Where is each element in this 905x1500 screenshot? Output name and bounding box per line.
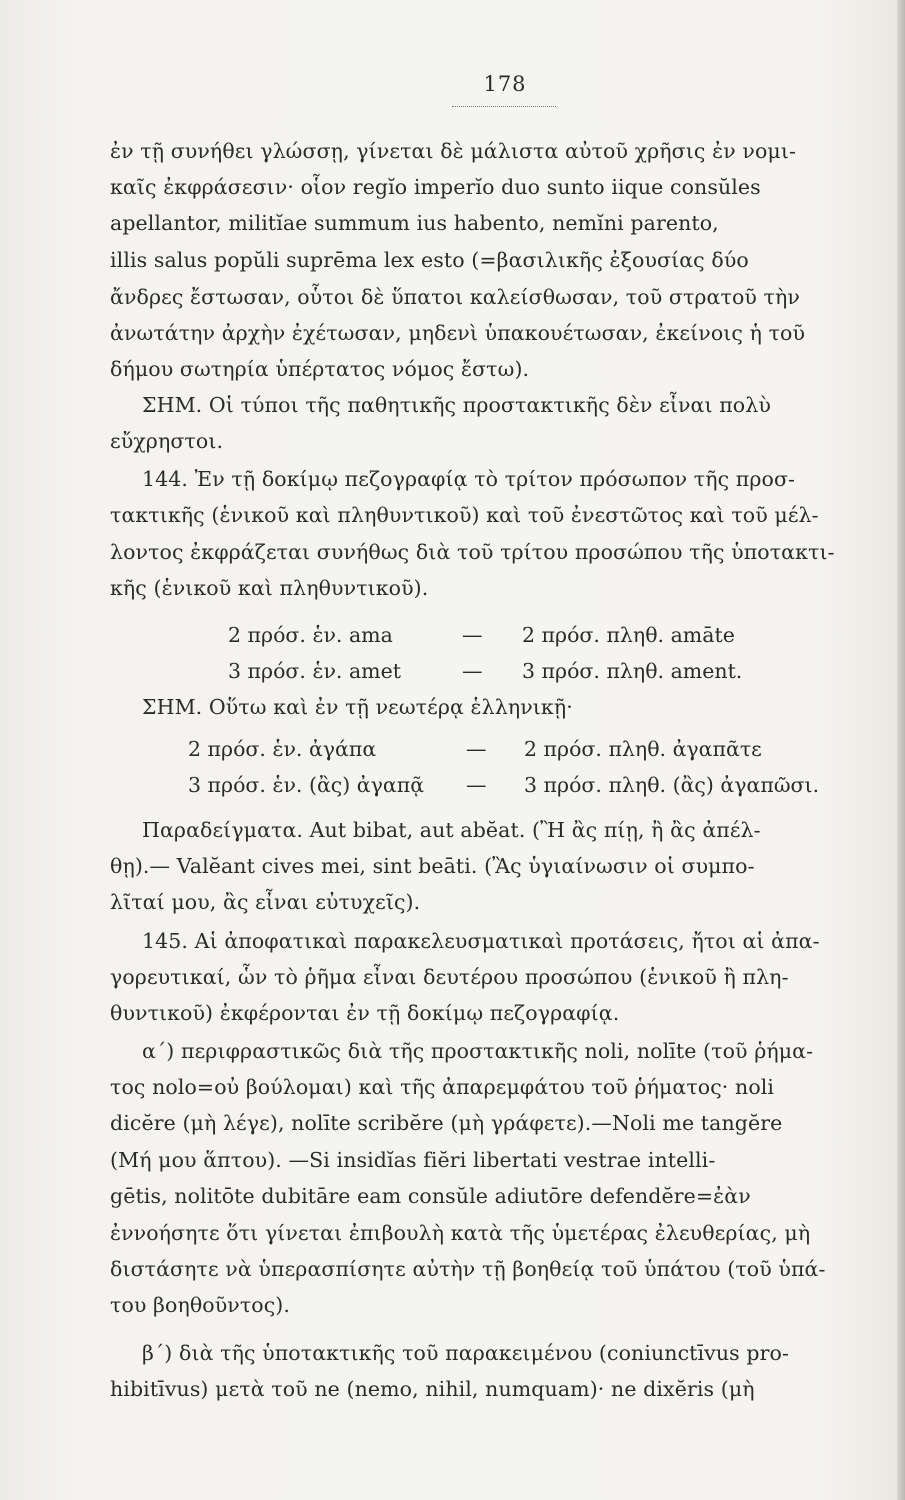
text-line: ἀνωτάτην ἀρχὴν ἐχέτωσαν, μηδενὶ ὑπακουέτωσαν, ἐκείνοις ἡ τοῦ	[110, 321, 806, 345]
text-line: θῃ).— Valĕant cives mei, sint beāti. (Ἂς ὑγιαίνωσιν οἱ συμπο-	[110, 854, 755, 878]
example-right: 3 πρόσ. πληθ. (ἂς) ἀγαπῶσι.	[524, 773, 820, 797]
text-line: gētis, nolitōte dubitāre eam consŭle adiutōre defendĕre=ἐὰν	[110, 1184, 751, 1208]
section-144-start: 144. Ἐν τῇ δοκίμῳ πεζογραφίᾳ τὸ τρίτον πρόσωπον τῆς προσ-	[142, 467, 796, 491]
page-number: 178	[483, 72, 527, 96]
text-line: ΣΗΜ. Οἱ τύποι τῆς παθητικῆς προστακτικῆς δὲν εἶναι πολὺ	[142, 393, 771, 417]
text-line: γορευτικαί, ὧν τὸ ῥῆμα εἶναι δευτέρου προσώπου (ἑνικοῦ ἢ πλη-	[110, 965, 789, 989]
example-left: 2 πρόσ. ἑν. ama	[228, 623, 393, 647]
text-line: apellantor, militĭae summum ius habento, nemĭni parento,	[110, 211, 719, 235]
example-dash: —	[466, 773, 487, 797]
text-line: ΣΗΜ. Οὕτω καὶ ἐν τῇ νεωτέρᾳ ἑλληνικῇ·	[142, 695, 573, 719]
text-line: ἐννοήσητε ὅτι γίνεται ἐπιβουλὴ κατὰ τῆς ὑμετέρας ἐλευθερίας, μὴ	[110, 1221, 811, 1245]
text-line: ἄνδρες ἔστωσαν, οὗτοι δὲ ὕπατοι καλείσθωσαν, τοῦ στρατοῦ τὴν	[110, 285, 800, 309]
example-left: 3 πρόσ. ἑν. amet	[228, 659, 401, 683]
text-line: α΄) περιφραστικῶς διὰ τῆς προστακτικῆς noli, nolīte (τοῦ ῥήμα-	[142, 1039, 814, 1063]
text-line: λοντος ἐκφράζεται συνήθως διὰ τοῦ τρίτου προσώπου τῆς ὑποτακτι-	[110, 540, 835, 564]
text-line: hibitīvus) μετὰ τοῦ ne (nemo, nihil, numquam)· ne dixĕris (μὴ	[110, 1377, 755, 1401]
text-line: καῖς ἐκφράσεσιν· οἷον regĭo imperĭo duo sunto iique consŭles	[110, 175, 761, 199]
example-right: 2 πρόσ. πληθ. ἀγαπᾶτε	[524, 737, 762, 761]
text-line: διστάσητε νὰ ὑπερασπίσητε αὐτὴν τῇ βοηθείᾳ τοῦ ὑπάτου (τοῦ ὑπά-	[110, 1257, 826, 1281]
text-line: τακτικῆς (ἑνικοῦ καὶ πληθυντικοῦ) καὶ τοῦ ἐνεστῶτος καὶ τοῦ μέλ-	[110, 503, 819, 527]
example-right: 3 πρόσ. πληθ. ament.	[522, 659, 743, 683]
text-line: δήμου σωτηρία ὑπέρτατος νόμος ἔστω).	[110, 357, 530, 381]
example-right: 2 πρόσ. πληθ. amāte	[522, 623, 735, 647]
example-dash: —	[466, 737, 487, 761]
example-left: 3 πρόσ. ἑν. (ἂς) ἀγαπᾷ	[188, 773, 425, 797]
section-145-start: 145. Αἱ ἀποφατικαὶ παρακελευσματικαὶ προτάσεις, ἤτοι αἱ ἀπα-	[142, 929, 820, 953]
text-line: β΄) διὰ τῆς ὑποτακτικῆς τοῦ παρακειμένου (coniunctīvus pro-	[142, 1341, 789, 1365]
text-line: Παραδείγματα. Aut bibat, aut abĕat. (Ἢ ἂς πίῃ, ἢ ἂς ἀπέλ-	[142, 818, 761, 842]
text-line: τος nolo=οὐ βούλομαι) καὶ τῆς ἀπαρεμφάτου τοῦ ῥήματος· noli	[110, 1075, 775, 1099]
text-line: θυντικοῦ) ἐκφέρονται ἐν τῇ δοκίμῳ πεζογραφίᾳ.	[110, 1001, 620, 1025]
example-left: 2 πρόσ. ἑν. ἀγάπα	[188, 737, 377, 761]
text-line: dicĕre (μὴ λέγε), nolīte scribĕre (μὴ γράφετε).—Noli me tangĕre	[110, 1111, 783, 1135]
text-line: εὔχρηστοι.	[110, 429, 224, 453]
text-line: (Μή μου ἅπτου). —Si insidĭas fiĕri libertati vestrae intelli-	[110, 1148, 716, 1172]
example-dash: —	[462, 659, 483, 683]
text-line: του βοηθοῦντος).	[110, 1293, 291, 1317]
text-line: κῆς (ἑνικοῦ καὶ πληθυντικοῦ).	[110, 576, 429, 600]
text-line: ἐν τῇ συνήθει γλώσσῃ, γίνεται δὲ μάλιστα αὐτοῦ χρῆσις ἐν νομι-	[110, 139, 796, 163]
example-dash: —	[462, 623, 483, 647]
text-line: λῖταί μου, ἂς εἶναι εὐτυχεῖς).	[110, 890, 421, 914]
text-line: illis salus popŭli suprēma lex esto (=βασιλικῆς ἐξουσίας δύο	[110, 248, 749, 272]
